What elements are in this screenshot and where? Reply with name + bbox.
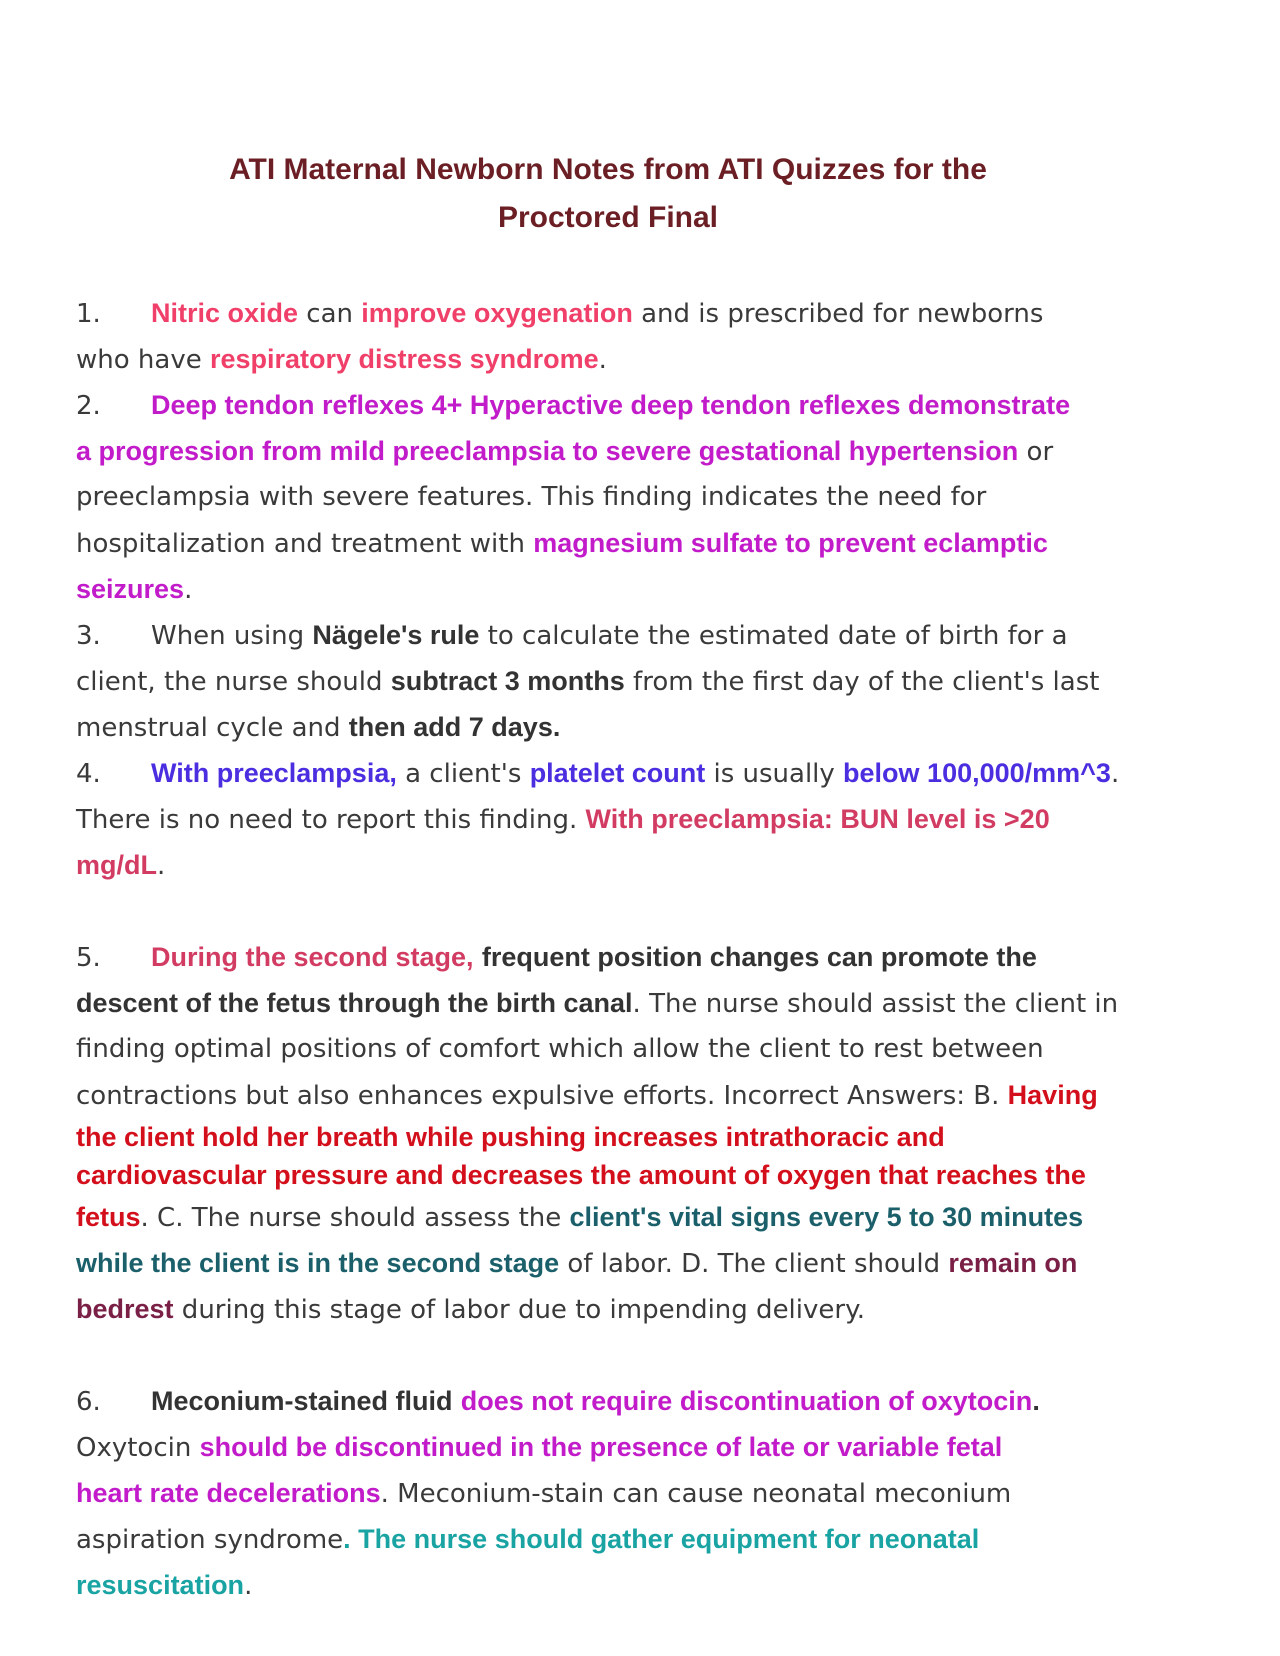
plain-text	[453, 1387, 461, 1417]
plain-text: Oxytocin	[76, 1433, 200, 1463]
highlight-text: remain on	[948, 1248, 1078, 1278]
note-line	[76, 1424, 1186, 1470]
highlight-text: Deep tendon reflexes 4+ Hyperactive deep tendon reflexes demonstrate	[151, 390, 1071, 420]
highlight-text: platelet count	[529, 758, 706, 788]
bold-text: descent of the fetus through the birth canal	[76, 988, 633, 1018]
highlight-text: the client hold her breath while pushing increases intrathoracic and	[76, 1122, 945, 1152]
item-number: 4.	[76, 759, 101, 789]
plain-text: .	[598, 345, 607, 375]
plain-text: . The nurse should assist the client in	[632, 989, 1119, 1019]
page-title	[76, 146, 1140, 242]
note-line	[76, 1072, 1186, 1118]
spacer	[76, 888, 1186, 934]
highlight-text: bedrest	[76, 1294, 174, 1324]
highlight-text: During the second stage,	[151, 942, 474, 972]
bold-text: .	[1032, 1386, 1040, 1416]
note-line	[76, 796, 1186, 842]
note-item-1	[76, 290, 1186, 382]
note-line	[76, 290, 1186, 336]
bold-text: subtract 3 months	[390, 666, 625, 696]
plain-text: . C. The nurse should assess the	[140, 1203, 570, 1233]
plain-text: is usually	[705, 759, 844, 789]
plain-text: during this stage of labor due to impending delivery.	[173, 1295, 866, 1325]
highlight-text: a progression from mild preeclampsia to severe gestational hypertension	[76, 436, 1019, 466]
highlight-text: seizures	[76, 574, 185, 604]
plain-text: of labor. D. The client should	[559, 1249, 949, 1279]
note-line	[76, 612, 1186, 658]
plain-text: who have	[76, 345, 210, 375]
highlight-text: client's vital signs every 5 to 30 minutes	[569, 1202, 1084, 1232]
plain-text: .	[244, 1571, 253, 1601]
title-line-1: ATI Maternal Newborn Notes from ATI Quizzes for the	[229, 153, 987, 186]
note-line	[76, 704, 1186, 750]
note-item-4	[76, 750, 1186, 888]
plain-text: preeclampsia with severe features. This finding indicates the need for	[76, 482, 987, 512]
note-line	[76, 1562, 1186, 1608]
note-line	[76, 566, 1186, 612]
plain-text: to calculate the estimated date of birth for a	[479, 621, 1068, 651]
highlight-text: does not require discontinuation of oxytocin	[460, 1386, 1033, 1416]
note-line	[76, 1470, 1186, 1516]
highlight-text: With preeclampsia: BUN level is >20	[585, 804, 1050, 834]
note-item-2	[76, 382, 1186, 612]
item-number: 3.	[76, 621, 101, 651]
highlight-text: . The nurse should gather equipment for neonatal	[343, 1524, 980, 1554]
plain-text: hospitalization and treatment with	[76, 529, 534, 559]
plain-text: There is no need to report this finding.	[76, 805, 586, 835]
note-line	[76, 1516, 1186, 1562]
item-number: 6.	[76, 1387, 101, 1417]
note-line	[76, 1026, 1186, 1072]
plain-text: can	[298, 299, 362, 329]
plain-text: .	[1110, 759, 1120, 789]
highlight-text: Nitric oxide	[151, 298, 299, 328]
plain-text: . Meconium-stain can cause neonatal meconium	[380, 1479, 1012, 1509]
highlight-text: improve oxygenation	[361, 298, 633, 328]
note-line	[76, 1378, 1186, 1424]
highlight-text: fetus	[76, 1202, 141, 1232]
plain-text: .	[157, 851, 166, 881]
item-number: 1.	[76, 299, 101, 329]
plain-text: client, the nurse should	[76, 667, 391, 697]
highlight-text: heart rate decelerations	[76, 1478, 381, 1508]
note-line	[76, 382, 1186, 428]
bold-text: frequent position changes can promote the	[481, 942, 1037, 972]
plain-text: menstrual cycle and	[76, 713, 349, 743]
notes-body	[76, 290, 1186, 1608]
plain-text: contractions but also enhances expulsive efforts. Incorrect Answers: B.	[76, 1081, 1008, 1111]
item-number: 2.	[76, 391, 101, 421]
note-line	[76, 428, 1186, 474]
plain-text	[474, 943, 482, 973]
note-line	[76, 1118, 1186, 1156]
item-number: 5.	[76, 943, 101, 973]
note-line	[76, 520, 1186, 566]
bold-text: Nägele's rule	[312, 620, 480, 650]
highlight-text: below 100,000/mm^3	[843, 758, 1111, 788]
note-line	[76, 658, 1186, 704]
highlight-text: Having	[1007, 1080, 1098, 1110]
plain-text: .	[184, 575, 193, 605]
plain-text: aspiration syndrome	[76, 1525, 344, 1555]
highlight-text: With preeclampsia,	[151, 758, 397, 788]
highlight-text: cardiovascular pressure and decreases the amount of oxygen that reaches the	[76, 1160, 1086, 1190]
note-line	[76, 336, 1186, 382]
highlight-text: mg/dL	[76, 850, 157, 880]
highlight-text: should be discontinued in the presence of late or variable fetal	[199, 1432, 1003, 1462]
note-item-5	[76, 934, 1186, 1332]
plain-text: finding optimal positions of comfort which allow the client to rest between	[76, 1034, 1044, 1064]
note-line	[76, 980, 1186, 1026]
note-line	[76, 1240, 1186, 1286]
note-line	[76, 1286, 1186, 1332]
note-line	[76, 1156, 1186, 1194]
highlight-text: magnesium sulfate to prevent eclamptic	[533, 528, 1048, 558]
title-line-2: Proctored Final	[497, 201, 719, 234]
note-item-6	[76, 1378, 1186, 1608]
bold-text: then add 7 days.	[348, 712, 561, 742]
highlight-text: while the client is in the second stage	[76, 1248, 560, 1278]
spacer	[76, 1332, 1186, 1378]
bold-text: Meconium-stained fluid	[151, 1386, 453, 1416]
highlight-text: respiratory distress syndrome	[209, 344, 599, 374]
note-item-3	[76, 612, 1186, 750]
plain-text: from the first day of the client's last	[624, 667, 1100, 697]
plain-text: or	[1018, 437, 1054, 467]
note-line	[76, 474, 1186, 520]
plain-text: When using	[151, 621, 313, 651]
note-line	[76, 934, 1186, 980]
note-line	[76, 1194, 1186, 1240]
highlight-text: resuscitation	[76, 1570, 245, 1600]
note-line	[76, 750, 1186, 796]
note-line	[76, 842, 1186, 888]
plain-text: and is prescribed for newborns	[632, 299, 1044, 329]
plain-text: a client's	[396, 759, 530, 789]
